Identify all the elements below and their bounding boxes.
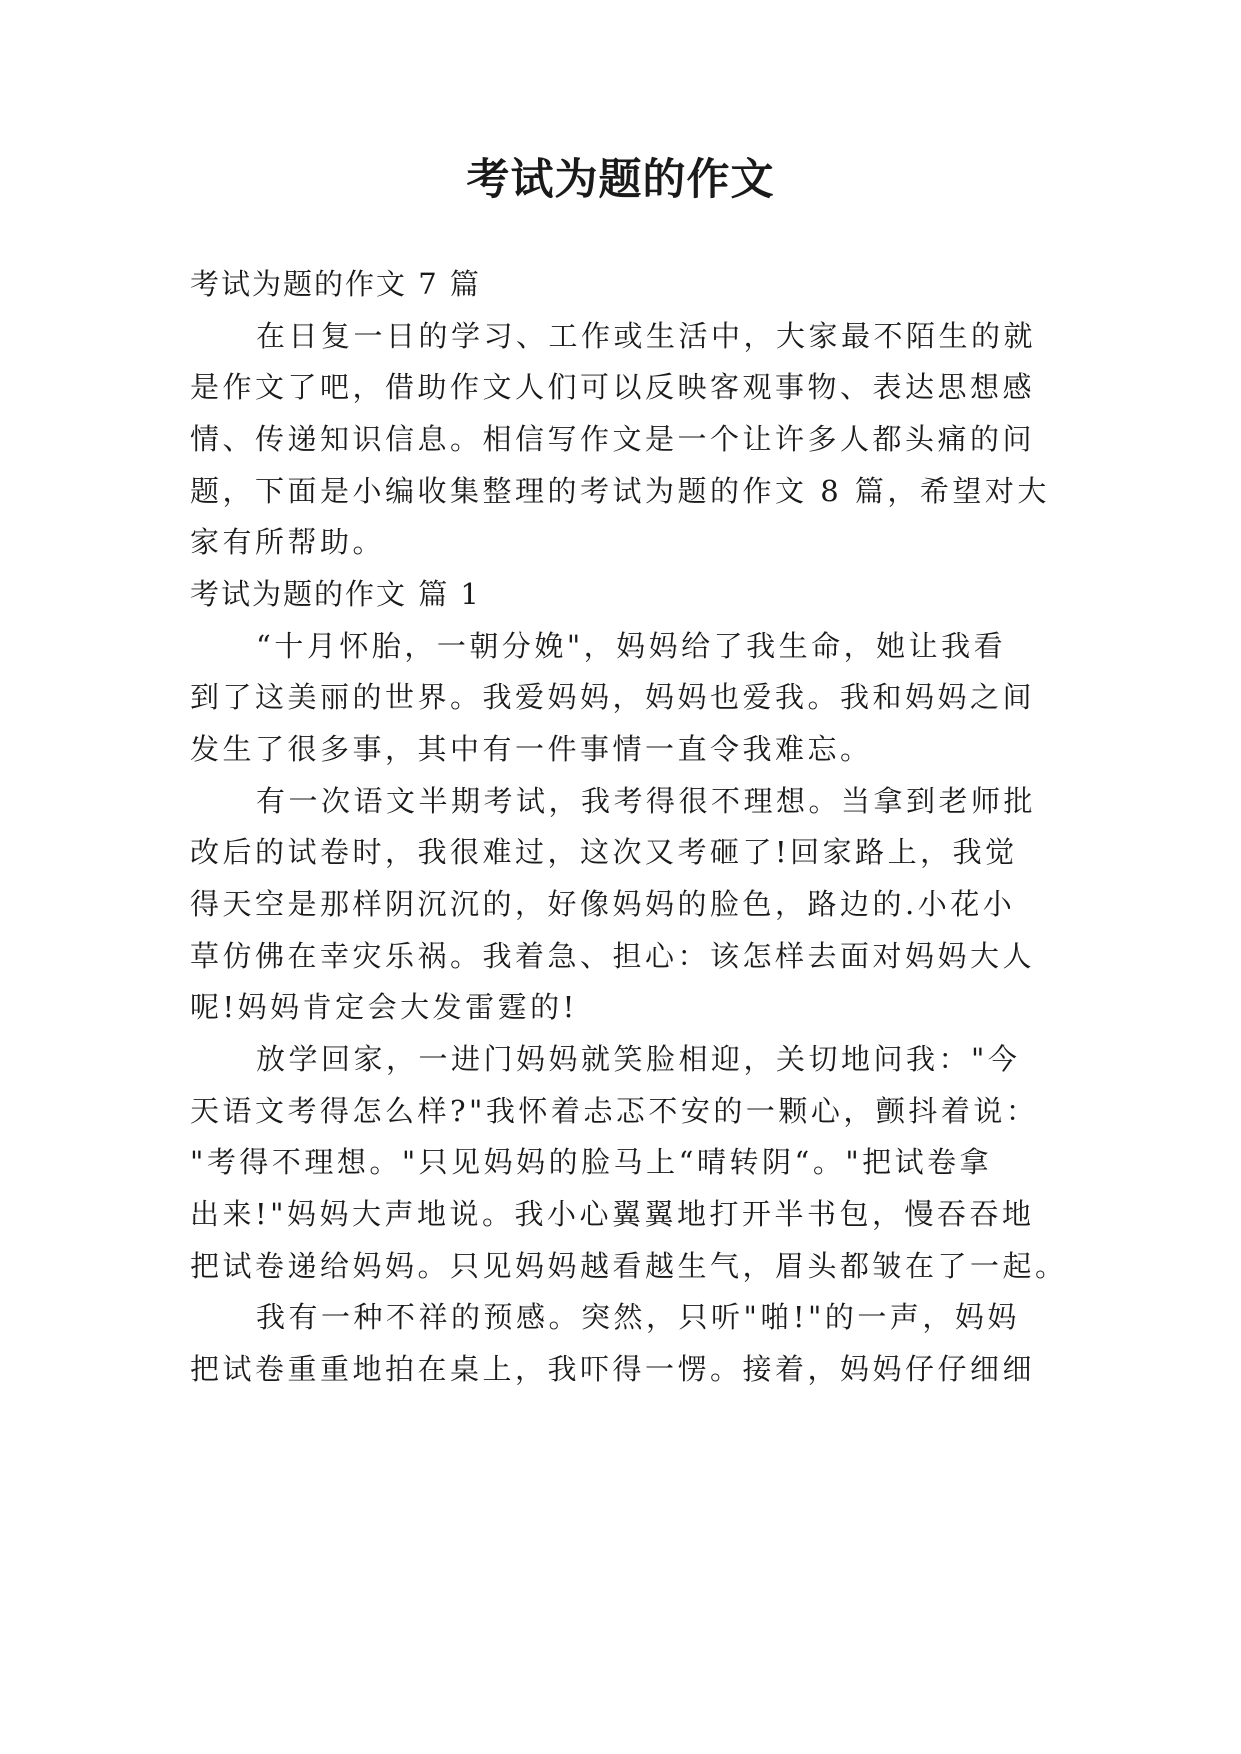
intro-line: 是作文了吧，借助作文人们可以反映客观事物、表达思想感 xyxy=(190,370,1036,404)
intro-line: 在日复一日的学习、工作或生活中，大家最不陌生的就 xyxy=(256,319,1037,353)
paragraph-line: 把试卷重重地拍在桌上，我吓得一愣。接着，妈妈仔仔细细 xyxy=(190,1352,1036,1386)
paragraph-line: 到了这美丽的世界。我爱妈妈，妈妈也爱我。我和妈妈之间 xyxy=(190,680,1036,714)
paragraph-line: 天语文考得怎么样?"我怀着忐忑不安的一颗心，颤抖着说： xyxy=(190,1094,1039,1128)
paragraph-line: 草仿佛在幸灾乐祸。我着急、担心：该怎样去面对妈妈大人 xyxy=(190,939,1036,973)
document-subtitle: 考试为题的作文 7 篇 xyxy=(190,267,481,301)
paragraph-line: 把试卷递给妈妈。只见妈妈越看越生气，眉头都皱在了一起。 xyxy=(190,1249,1068,1283)
paragraph-line: “十月怀胎，一朝分娩"，妈妈给了我生命，她让我看 xyxy=(256,629,1007,663)
paragraph-line: 出来!"妈妈大声地说。我小心翼翼地打开半书包，慢吞吞地 xyxy=(190,1197,1035,1231)
paragraph-line: 有一次语文半期考试，我考得很不理想。当拿到老师批 xyxy=(256,784,1037,818)
document-title: 考试为题的作文 xyxy=(466,155,775,205)
paragraph-line: 得天空是那样阴沉沉的，好像妈妈的脸色，路边的.小花小 xyxy=(190,887,1016,921)
intro-line: 情、传递知识信息。相信写作文是一个让许多人都头痛的问 xyxy=(190,422,1036,456)
paragraph-line: 我有一种不祥的预感。突然，只听"啪!"的一声，妈妈 xyxy=(256,1300,1020,1334)
paragraph-line: 改后的试卷时，我很难过，这次又考砸了!回家路上，我觉 xyxy=(190,835,1018,869)
section-heading: 考试为题的作文 篇 1 xyxy=(190,577,481,611)
intro-line: 家有所帮助。 xyxy=(190,525,386,559)
paragraph-line: 放学回家，一进门妈妈就笑脸相迎，关切地问我："今 xyxy=(256,1042,1021,1076)
intro-line: 题，下面是小编收集整理的考试为题的作文 8 篇，希望对大 xyxy=(190,474,1050,508)
paragraph-line: "考得不理想。"只见妈妈的脸马上“晴转阴“。"把试卷拿 xyxy=(190,1145,993,1179)
paragraph-line: 发生了很多事，其中有一件事情一直令我难忘。 xyxy=(190,732,873,766)
paragraph-line: 呢!妈妈肯定会大发雷霆的! xyxy=(190,990,578,1024)
